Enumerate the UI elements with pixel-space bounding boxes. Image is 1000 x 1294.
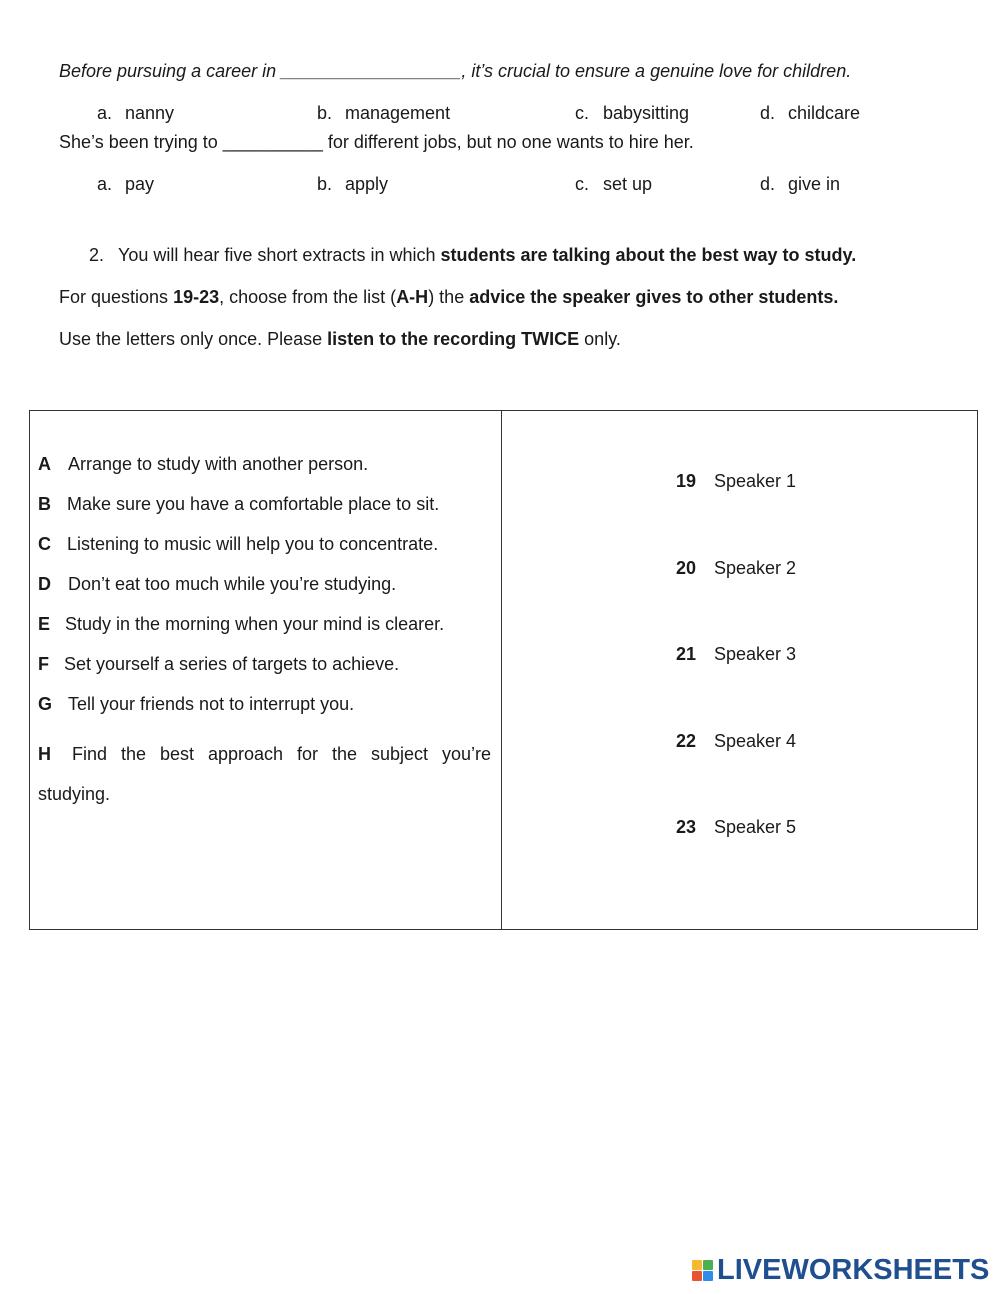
- logo-tile: [692, 1271, 702, 1281]
- advice-item: [38, 454, 368, 475]
- advice-letter: C: [38, 534, 51, 554]
- question-jobs-sentence: She’s been trying to __________ for different jobs, but no one wants to hire her.: [59, 132, 694, 152]
- question-number: 23: [676, 817, 697, 837]
- advice-text: Don’t eat too much while you’re studying.: [68, 574, 397, 594]
- table-divider: [501, 411, 502, 929]
- instruction-bold: students are talking about the best way to study.: [440, 245, 857, 265]
- instruction-line-2: [59, 287, 838, 308]
- instruction-text: ) the: [428, 287, 470, 307]
- advice-item: [38, 574, 396, 595]
- option-text: nanny: [125, 103, 175, 123]
- advice-letter: E: [38, 614, 51, 634]
- advice-letter: D: [38, 574, 51, 594]
- question-number: 22: [676, 731, 697, 751]
- option-letter: b.: [317, 174, 333, 194]
- option-d[interactable]: [760, 174, 840, 195]
- speaker-label: Speaker 1: [714, 471, 797, 491]
- option-letter: b.: [317, 103, 333, 123]
- question-number: 19: [676, 471, 697, 491]
- option-text: give in: [788, 174, 841, 194]
- advice-item-wrapped: [38, 734, 491, 814]
- liveworksheets-logo: [692, 1252, 989, 1288]
- advice-item: [38, 654, 399, 675]
- question-career-sentence: Before pursuing a career in __________________, it’s crucial to ensure a genuine love for children.: [59, 61, 852, 81]
- advice-letter: B: [38, 494, 51, 514]
- option-letter: a.: [97, 103, 113, 123]
- question-number: 20: [676, 558, 697, 578]
- advice-letter: F: [38, 654, 49, 674]
- advice-text: Set yourself a series of targets to achieve.: [64, 654, 400, 674]
- logo-tile: [692, 1260, 702, 1270]
- speaker-label: Speaker 5: [714, 817, 797, 837]
- option-text: set up: [603, 174, 653, 194]
- speaker-row: [676, 817, 796, 838]
- question-range: 19-23: [173, 287, 220, 307]
- option-a[interactable]: [97, 174, 154, 195]
- option-d[interactable]: [760, 103, 860, 124]
- logo-tile: [703, 1271, 713, 1281]
- advice-item: [38, 494, 439, 515]
- option-c[interactable]: [575, 174, 652, 195]
- letter-range: A-H: [396, 287, 429, 307]
- logo-tile: [703, 1260, 713, 1270]
- advice-item: [38, 694, 354, 715]
- option-text: childcare: [788, 103, 861, 123]
- option-letter: a.: [97, 174, 113, 194]
- advice-letter: H: [38, 744, 51, 764]
- option-b[interactable]: [317, 174, 388, 195]
- option-b[interactable]: [317, 103, 450, 124]
- option-letter: d.: [760, 174, 776, 194]
- instruction-line-3: [59, 329, 621, 350]
- speaker-label: Speaker 3: [714, 644, 797, 664]
- advice-text: Find the best approach for the subject you’re studying.: [38, 744, 491, 804]
- speaker-row: [676, 558, 796, 579]
- instruction-bold: advice the speaker gives to other students.: [469, 287, 839, 307]
- option-letter: c.: [575, 174, 590, 194]
- instruction-line-1: [89, 245, 856, 266]
- option-c[interactable]: [575, 103, 689, 124]
- advice-text: Tell your friends not to interrupt you.: [68, 694, 355, 714]
- speaker-label: Speaker 2: [714, 558, 797, 578]
- speaker-row: [676, 471, 796, 492]
- advice-text: Arrange to study with another person.: [68, 454, 369, 474]
- instruction-text: You will hear five short extracts in which: [118, 245, 441, 265]
- option-letter: c.: [575, 103, 590, 123]
- instruction-text: Use the letters only once. Please: [59, 329, 328, 349]
- speaker-label: Speaker 4: [714, 731, 797, 751]
- option-text: pay: [125, 174, 155, 194]
- option-text: babysitting: [603, 103, 690, 123]
- advice-text: Make sure you have a comfortable place to sit.: [67, 494, 440, 514]
- option-text: apply: [345, 174, 389, 194]
- advice-letter: G: [38, 694, 53, 714]
- speaker-row: [676, 644, 796, 665]
- instruction-bold: listen to the recording TWICE: [327, 329, 580, 349]
- advice-letter: A: [38, 454, 51, 474]
- advice-item: [38, 534, 438, 555]
- advice-text: Study in the morning when your mind is clearer.: [65, 614, 445, 634]
- section-number: 2.: [89, 245, 105, 265]
- logo-mark-icon: [692, 1260, 713, 1281]
- option-a[interactable]: [97, 103, 174, 124]
- advice-text: Listening to music will help you to concentrate.: [67, 534, 439, 554]
- instruction-text: only.: [579, 329, 621, 349]
- matching-table: [29, 410, 978, 930]
- instruction-text: For questions: [59, 287, 174, 307]
- option-letter: d.: [760, 103, 776, 123]
- logo-text: LIVEWORKSHEETS: [717, 1253, 990, 1286]
- instruction-text: , choose from the list (: [219, 287, 397, 307]
- option-text: management: [345, 103, 451, 123]
- advice-item: [38, 614, 444, 635]
- question-number: 21: [676, 644, 697, 664]
- speaker-row: [676, 731, 796, 752]
